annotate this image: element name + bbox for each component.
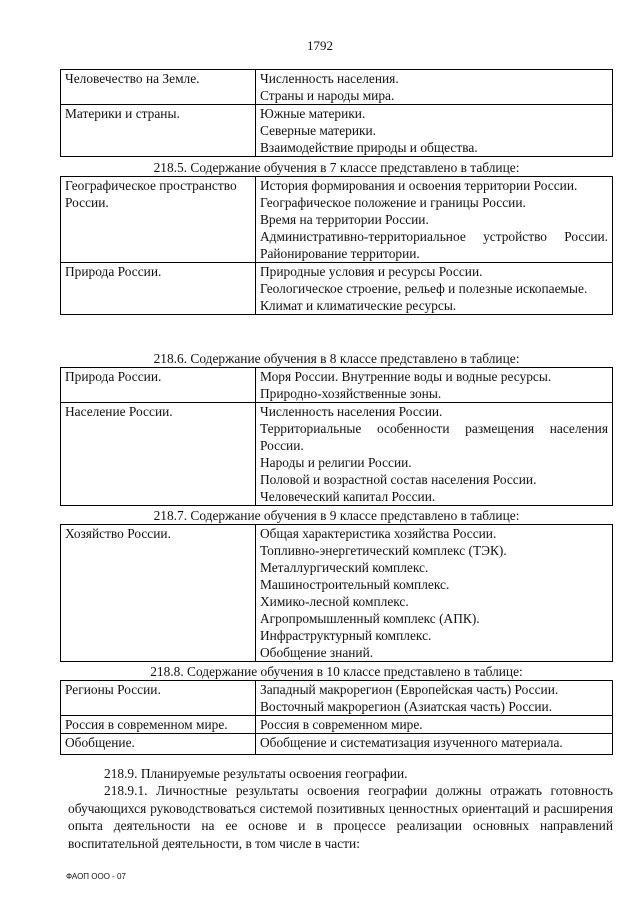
section-heading: 218.9. Планируемые результаты освоения географии. xyxy=(104,766,408,781)
content-item: Взаимодействие природы и общества. xyxy=(260,140,478,155)
content-cell xyxy=(256,177,613,263)
content-item: Природные условия и ресурсы России. xyxy=(260,264,483,279)
content-item: Агропромышленный комплекс (АПК). xyxy=(260,611,480,626)
content-cell xyxy=(256,105,613,157)
table-row xyxy=(61,716,613,734)
content-item: Инфраструктурный комплекс. xyxy=(260,628,432,643)
table-row xyxy=(61,70,613,105)
content-table-continued xyxy=(60,69,613,157)
content-item: Геологическое строение, рельеф и полезные ископаемые. xyxy=(260,281,588,296)
topic-cell: Хозяйство России. xyxy=(61,525,256,662)
content-cell xyxy=(256,716,613,734)
table-row xyxy=(61,368,613,403)
table-caption-grade-7: 218.5. Содержание обучения в 7 классе представлено в таблице: xyxy=(153,160,520,175)
content-item: Половой и возрастной состав населения России. xyxy=(260,472,537,487)
section-paragraph: 218.9.1. Личностные результаты освоения географии должны отражать готовность обучающихся руководствоваться системой позитивных ценностных ориентаций и расширения опыта деятельности на ее основе и в процессе реализации основных направлений воспитательной деятельности, в том числе в части: xyxy=(68,783,613,851)
content-item: Человеческий капитал России. xyxy=(260,489,436,504)
content-cell xyxy=(256,368,613,403)
content-item: Обобщение знаний. xyxy=(260,645,374,660)
topic-cell: Население России. xyxy=(61,403,256,506)
topic-cell: Материки и страны. xyxy=(61,105,256,157)
content-cell xyxy=(256,525,613,662)
table-row xyxy=(61,263,613,315)
table-caption-grade-8: 218.6. Содержание обучения в 8 классе представлено в таблице: xyxy=(153,351,520,366)
topic-cell: Человечество на Земле. xyxy=(61,70,256,105)
content-item: Административно-территориальное устройство России. Районирование территории. xyxy=(260,229,608,261)
content-item: Территориальные особенности размещения населения России. xyxy=(260,421,608,453)
content-table-grade-10 xyxy=(60,680,613,755)
topic-cell: Регионы России. xyxy=(61,681,256,716)
content-item: История формирования и освоения территории России. xyxy=(260,178,578,193)
page-number: 1792 xyxy=(307,38,333,53)
content-table-grade-8 xyxy=(60,367,613,506)
content-item: Восточный макрорегион (Азиатская часть) России. xyxy=(260,699,553,714)
content-item: Географическое положение и границы России. xyxy=(260,195,526,210)
content-item: Народы и религии России. xyxy=(260,455,412,470)
content-item: Южные материки. xyxy=(260,106,366,121)
topic-cell: Обобщение. xyxy=(61,734,256,755)
content-item: Моря России. Внутренние воды и водные ресурсы. xyxy=(260,369,552,384)
content-item: Россия в современном мире. xyxy=(260,717,423,732)
content-item: Природно-хозяйственные зоны. xyxy=(260,386,442,401)
content-item: Топливно-энергетический комплекс (ТЭК). xyxy=(260,543,507,558)
table-row xyxy=(61,403,613,506)
topic-cell: Природа России. xyxy=(61,368,256,403)
content-item: Обобщение и систематизация изученного материала. xyxy=(260,735,563,750)
content-cell xyxy=(256,734,613,755)
topic-cell: Россия в современном мире. xyxy=(61,716,256,734)
content-item: Страны и народы мира. xyxy=(260,88,395,103)
content-cell xyxy=(256,403,613,506)
table-row xyxy=(61,525,613,662)
content-item: Численность населения России. xyxy=(260,404,443,419)
content-item: Западный макрорегион (Европейская часть) России. xyxy=(260,682,559,697)
content-item: Машиностроительный комплекс. xyxy=(260,577,450,592)
table-caption-grade-10: 218.8. Содержание обучения в 10 классе представлено в таблице: xyxy=(150,664,523,679)
content-cell xyxy=(256,263,613,315)
content-cell xyxy=(256,70,613,105)
table-row xyxy=(61,681,613,716)
content-table-grade-7 xyxy=(60,176,613,315)
content-cell xyxy=(256,681,613,716)
content-item: Химико-лесной комплекс. xyxy=(260,594,409,609)
content-item: Время на территории России. xyxy=(260,212,429,227)
table-row xyxy=(61,105,613,157)
topic-cell: Природа России. xyxy=(61,263,256,315)
content-item: Северные материки. xyxy=(260,123,377,138)
content-item: Общая характеристика хозяйства России. xyxy=(260,526,497,541)
content-item: Численность населения. xyxy=(260,71,399,86)
table-row xyxy=(61,177,613,263)
table-caption-grade-9: 218.7. Содержание обучения в 9 классе представлено в таблице: xyxy=(153,508,520,523)
content-item: Климат и климатические ресурсы. xyxy=(260,298,457,313)
topic-cell: Географическое пространство России. xyxy=(61,177,256,263)
table-row xyxy=(61,734,613,755)
document-footer: ФАОП ООО - 07 xyxy=(66,872,126,881)
content-table-grade-9 xyxy=(60,524,613,662)
content-item: Металлургический комплекс. xyxy=(260,560,429,575)
